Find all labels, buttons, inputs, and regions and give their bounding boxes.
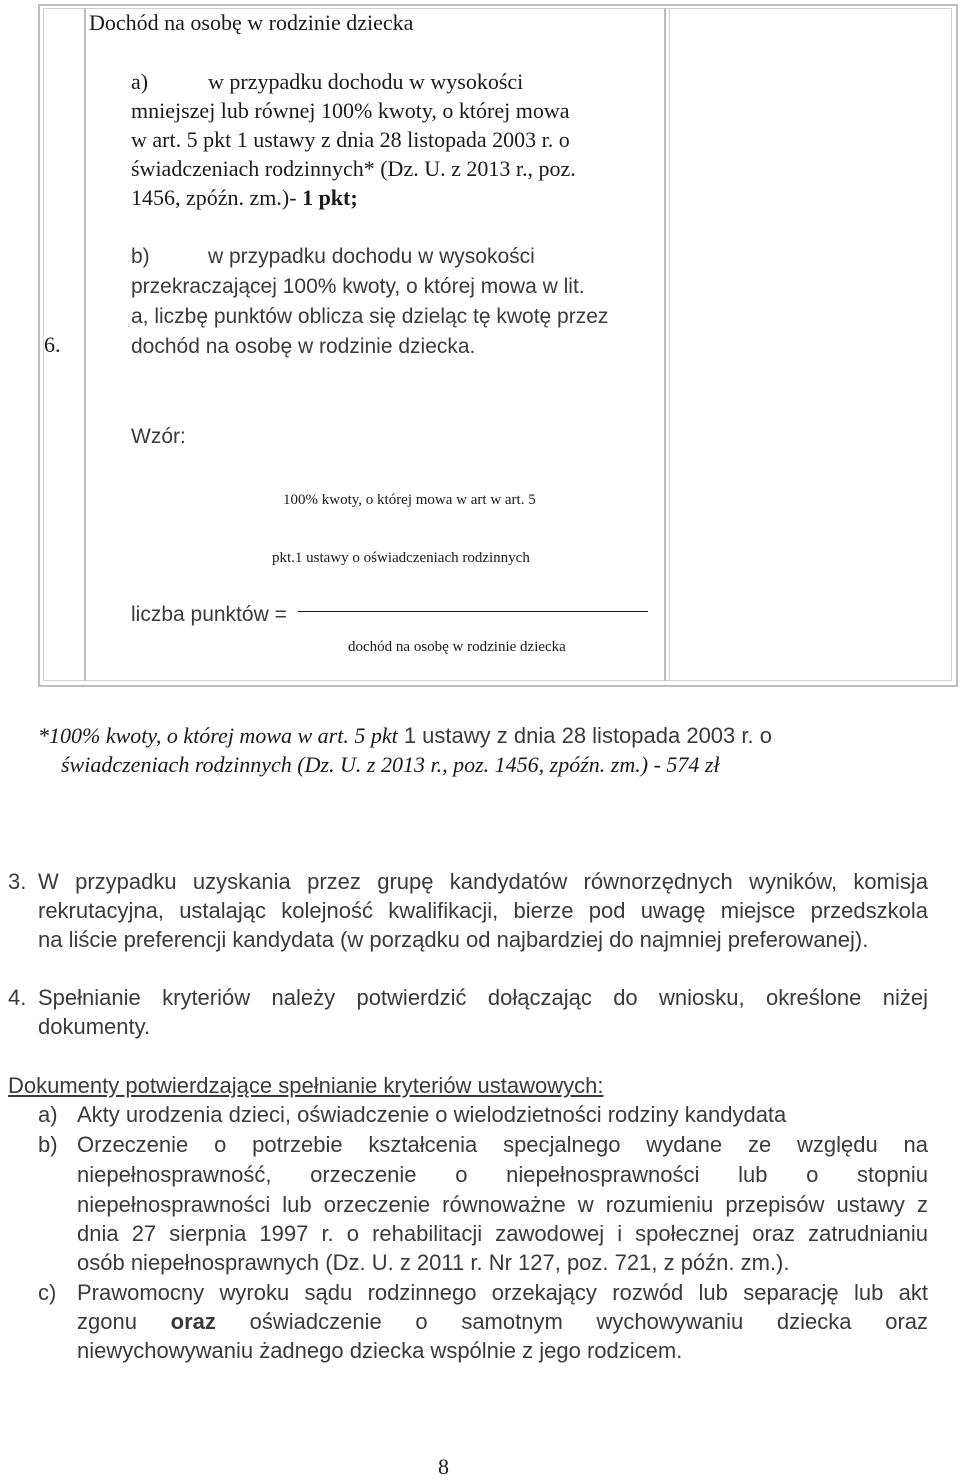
doc-b-line1: Orzeczenie o potrzebie kształcenia specjalnego wydane ze względu na [77,1132,928,1157]
table-border-bottom [38,685,958,687]
doc-b-marker: b) [38,1132,58,1157]
column-divider-2 [664,8,666,681]
item-a-line4: świadczeniach rodzinnych* (Dz. U. z 2013 r., poz. [131,156,576,181]
criterion-header: Dochód na osobę w rodzinie dziecka [89,10,414,35]
item-a-line3: w art. 5 pkt 1 ustawy z dnia 28 listopada 2003 r. o [131,127,570,152]
doc-c-line3: niewychowywaniu żadnego dziecka wspólnie z jego rodzicem. [77,1338,683,1363]
doc-c-line2-bold: oraz [170,1309,216,1334]
doc-b-line3: niepełnosprawności lub orzeczenie równoważne w rozumieniu przepisów ustawy z [77,1192,928,1217]
fraction-bar [298,611,648,612]
formula-numerator-line1: 100% kwoty, o której mowa w art w art. 5 [283,492,536,508]
doc-b-line5: osób niepełnosprawnych (Dz. U. z 2011 r. Nr 127, poz. 721, z późn. zm.). [77,1250,790,1275]
doc-a-line1: Akty urodzenia dzieci, oświadczenie o wielodzietności rodziny kandydata [77,1102,787,1127]
row-number: 6. [44,332,61,357]
item-a-line2: mniejszej lub równej 100% kwoty, o której mowa [131,98,570,123]
item-a-line5 [131,183,358,213]
doc-c-line2-end: oświadczenie o samotnym wychowywaniu dziecka oraz [215,1309,929,1334]
documents-heading: Dokumenty potwierdzające spełnianie kryteriów ustawowych: [8,1073,604,1098]
doc-c-line1: Prawomocny wyroku sądu rodzinnego orzekający rozwód lub separację lub akt [77,1280,928,1305]
formula-label: Wzór: [131,425,186,448]
section3-number: 3. [8,869,27,894]
doc-c-marker: c) [38,1280,57,1305]
doc-b-line4: dnia 27 sierpnia 1997 r. o rehabilitacji zawodowej i społecznej oraz zatrudnianiu [77,1221,928,1246]
formula-numerator-line2: pkt.1 ustawy o oświadczeniach rodzinnych [272,550,530,566]
table-border-top [38,4,958,6]
item-b-line2: przekraczającej 100% kwoty, o której mowa w lit. [131,275,585,298]
table-inner-right [951,8,952,681]
doc-c-line2 [77,1307,928,1336]
section3-line2: rekrutacyjna, ustalając kolejność kwalifikacji, bierze pod uwagę miejsce przedszkola [38,898,928,923]
doc-b-line2: niepełnosprawność, orzeczenie o niepełnosprawności lub o stopniu [77,1162,928,1187]
section3-line1: W przypadku uzyskania przez grupę kandydatów równorzędnych wyników, komisja [38,869,928,894]
formula-lhs: liczba punktów = [131,603,287,626]
footnote-line2: świadczeniach rodzinnych (Dz. U. z 2013 r., poz. 1456, zpóźn. zm.) - 574 zł [61,752,720,777]
item-a-points: 1 pkt; [302,185,358,210]
item-a-line1: w przypadku dochodu w wysokości [208,69,524,94]
formula-denominator: dochód na osobę w rodzinie dziecka [348,639,566,655]
section4-number: 4. [8,985,27,1010]
footnote-line1 [38,721,772,751]
item-b-line1: w przypadku dochodu w wysokości [208,245,535,268]
item-a-marker: a) [131,69,149,94]
page-number: 8 [438,1454,449,1479]
doc-c-line2-start: zgonu [77,1309,171,1334]
footnote-italic-part: *100% kwoty, o której mowa w art. 5 pkt [38,723,398,748]
item-b-line3: a, liczbę punktów oblicza się dzieląc tę kwotę przez [131,305,609,328]
doc-a-marker: a) [38,1102,58,1127]
footnote-plain-part: 1 ustawy z dnia 28 listopada 2003 r. o [397,723,772,748]
table-inner-bottom [44,680,952,681]
section3-line3: na liście preferencji kandydata (w porządku od najbardziej do najmniej preferowanej). [38,927,869,952]
item-b-line4: dochód na osobę w rodzinie dziecka. [131,335,476,358]
table-border-right [956,4,958,687]
column-divider-1 [84,8,86,681]
section4-line2: dokumenty. [38,1014,151,1039]
section4-line1: Spełnianie kryteriów należy potwierdzić dołączając do wniosku, określone niżej [38,985,928,1010]
column-divider-2-inner [669,8,670,681]
table-border-left [38,4,40,687]
item-b-marker: b) [131,245,150,268]
item-a-line5-text: 1456, zpóźn. zm.)- [131,185,303,210]
